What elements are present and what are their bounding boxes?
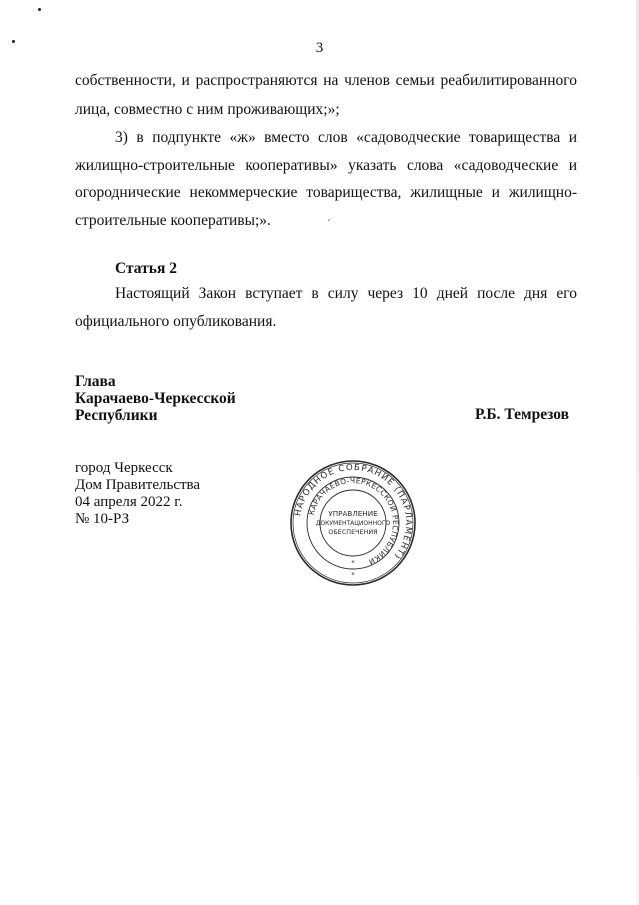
scan-speck: [38, 8, 41, 11]
article-heading: Статья 2: [115, 260, 177, 277]
stamp-star-icon: *: [351, 571, 355, 579]
body-line: огороднические некоммерческие товарищества, жилищные и жилищно-: [75, 184, 577, 201]
document-date: 04 апреля 2022 г.: [75, 494, 183, 510]
stamp-inner-text: КАРАЧАЕВО-ЧЕРКЕССКОЙ РЕСПУБЛИКИ: [306, 475, 401, 567]
stamp-star-icon: *: [351, 559, 355, 567]
body-line: 3) в подпункте «ж» вместо слов «садоводческие товарищества и: [115, 129, 577, 146]
signatory-title: Глава: [75, 373, 116, 390]
body-line: строительные кооперативы;».: [75, 212, 271, 229]
signatory-title: Карачаево-Черкесской: [75, 390, 236, 407]
stamp-center-line: ДОКУМЕНТАЦИОННОГО: [315, 520, 391, 527]
article-line: официального опубликования.: [75, 313, 277, 330]
body-line: лица, совместно с ним проживающих;»;: [75, 101, 340, 118]
document-number: № 10-РЗ: [75, 511, 130, 527]
stamp-outer-text: НАРОДНОЕ СОБРАНИЕ (ПАРЛАМЕНТ): [293, 462, 414, 562]
signatory-title: Республики: [75, 407, 158, 424]
stamp-center-line: ОБЕСПЕЧЕНИЯ: [328, 528, 378, 536]
signatory-name: Р.Б. Темрезов: [475, 406, 569, 423]
stamp-center-line: УПРАВЛЕНИЕ: [328, 509, 378, 518]
page-number: 3: [315, 40, 324, 56]
scan-mark: ˊ: [327, 218, 331, 230]
article-line: Настоящий Закон вступает в силу через 10 дней после дня его: [115, 285, 577, 302]
place-city: город Черкесск: [75, 460, 173, 476]
official-stamp: [288, 458, 418, 588]
body-line: жилищно-строительные кооперативы» указать слова «садоводческие и: [75, 157, 577, 174]
place-building: Дом Правительства: [75, 477, 201, 493]
body-line: собственности, и распространяются на членов семьи реабилитированного: [75, 72, 577, 89]
